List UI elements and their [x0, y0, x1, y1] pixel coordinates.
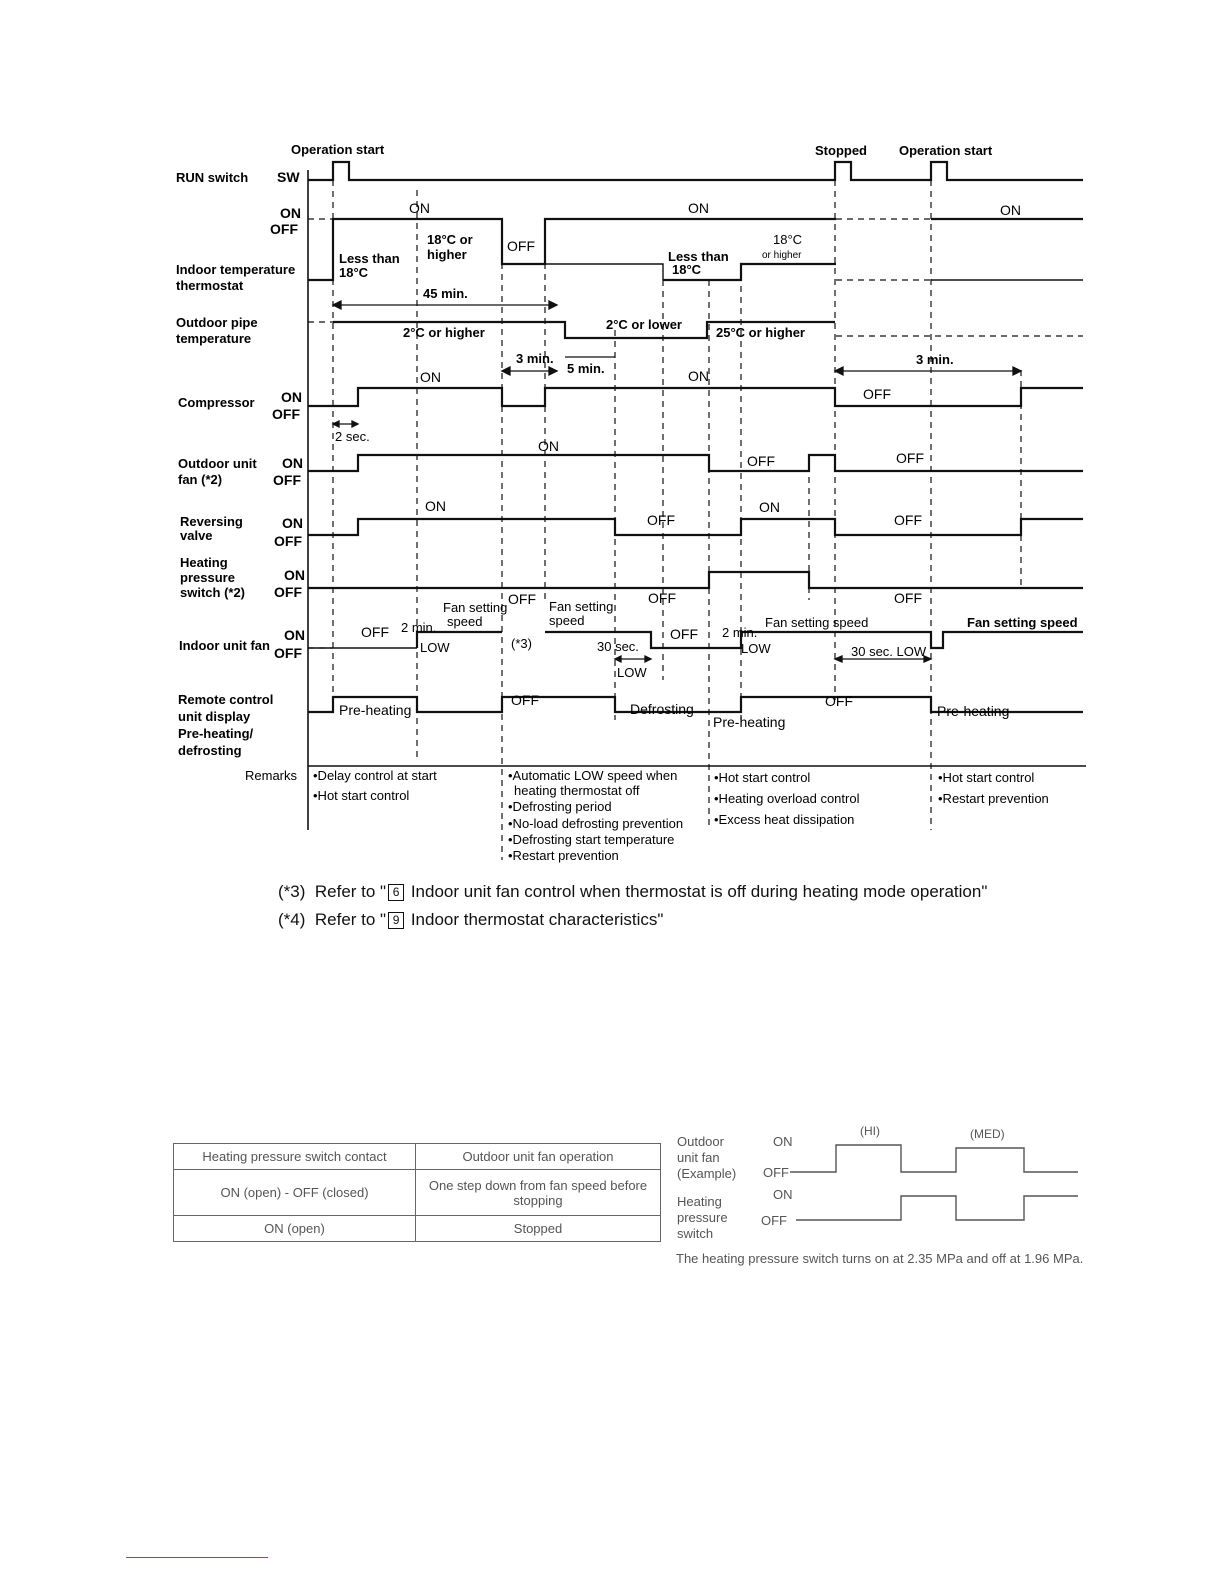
svg-text:speed: speed [549, 613, 585, 628]
pressure-switch-table: Heating pressure switch contact Outdoor unit fan operation ON (open) - OFF (closed) One step down from fan speed before stopping ON (open) Stopped [173, 1143, 661, 1242]
pressure-caption: The heating pressure switch turns on at 2.35 MPa and off at 1.96 MPa. [676, 1251, 1084, 1266]
svg-text:temperature: temperature [176, 331, 252, 346]
note-3: (*3) Refer to " 6 Indoor unit fan control when thermostat is off during heating mode operation" [278, 882, 988, 901]
svg-text:ON: ON [688, 368, 709, 384]
footer-rule [126, 1557, 268, 1558]
svg-text:Fan setting: Fan setting [443, 600, 508, 615]
svg-text:OFF: OFF [272, 406, 300, 422]
svg-text:pressure: pressure [677, 1210, 728, 1225]
svg-text:OFF: OFF [508, 591, 536, 607]
table-row: ON (open) Stopped [174, 1216, 661, 1242]
svg-text:OFF: OFF [361, 624, 389, 640]
svg-text:Less than: Less than [339, 251, 400, 266]
svg-text:pressure: pressure [180, 570, 235, 585]
switch-example-waveform [796, 1196, 1078, 1220]
svg-text:30 sec. LOW: 30 sec. LOW [851, 644, 927, 659]
svg-text:(Example): (Example) [677, 1166, 737, 1181]
svg-text:Fan setting: Fan setting [549, 599, 614, 614]
row-remote-display: Remote control [178, 692, 274, 707]
svg-text:Defrosting: Defrosting [630, 701, 694, 717]
svg-text:OFF: OFF [507, 238, 535, 254]
svg-text:•Excess heat dissipation: •Excess heat dissipation [714, 812, 855, 827]
svg-text:switch (*2): switch (*2) [180, 585, 246, 600]
compressor-waveform [308, 388, 1083, 406]
svg-text:(MED): (MED) [970, 1127, 1005, 1141]
svg-text:OFF: OFF [511, 692, 539, 708]
svg-text:OFF: OFF [761, 1213, 787, 1228]
svg-text:ON: ON [284, 627, 305, 643]
svg-text:ON: ON [773, 1134, 793, 1149]
svg-text:ON: ON [420, 369, 441, 385]
svg-text:ON: ON [409, 200, 430, 216]
row-heating-pressure: Heating [180, 555, 228, 570]
svg-text:defrosting: defrosting [178, 743, 242, 758]
svg-text:(*3): (*3) [511, 636, 532, 651]
svg-text:30 sec.: 30 sec. [597, 639, 639, 654]
thermostat-waveform [308, 219, 836, 280]
svg-text:18°C: 18°C [339, 265, 369, 280]
svg-text:ON: ON [759, 499, 780, 515]
row-outdoor-fan: Outdoor unit [178, 456, 257, 471]
svg-text:Less than: Less than [668, 249, 729, 264]
svg-text:ON: ON [281, 389, 302, 405]
svg-text:LOW: LOW [617, 665, 647, 680]
svg-text:OFF: OFF [270, 221, 298, 237]
svg-text:•Delay control at start: •Delay control at start [313, 768, 437, 783]
row-run-switch: RUN switch [176, 170, 249, 185]
row-reversing-valve: Reversing [180, 514, 243, 529]
svg-text:Pre-heating: Pre-heating [339, 702, 412, 718]
fan-example-waveform [790, 1145, 1078, 1172]
svg-text:ON: ON [538, 438, 559, 454]
svg-text:speed: speed [447, 614, 483, 629]
reversing-valve-waveform [308, 519, 1083, 535]
svg-text:OFF: OFF [274, 584, 302, 600]
svg-text:OFF: OFF [763, 1165, 789, 1180]
svg-text:OFF: OFF [647, 512, 675, 528]
svg-text:OFF: OFF [896, 450, 924, 466]
svg-text:•Restart prevention: •Restart prevention [938, 791, 1049, 806]
svg-text:•Defrosting period: •Defrosting period [508, 799, 612, 814]
svg-text:unit display: unit display [178, 709, 251, 724]
svg-text:higher: higher [427, 247, 467, 262]
svg-text:LOW: LOW [420, 640, 450, 655]
svg-text:2 min.: 2 min. [722, 625, 758, 640]
label-stopped: Stopped [815, 143, 867, 158]
svg-text:OFF: OFF [274, 533, 302, 549]
svg-text:•No-load defrosting prevention: •No-load defrosting prevention [508, 816, 684, 831]
svg-text:(HI): (HI) [860, 1124, 880, 1138]
svg-text:ON: ON [280, 205, 301, 221]
svg-text:18°C: 18°C [773, 232, 803, 247]
svg-text:thermostat: thermostat [176, 278, 244, 293]
svg-text:heating thermostat off: heating thermostat off [514, 783, 640, 798]
svg-text:unit fan: unit fan [677, 1150, 720, 1165]
svg-text:switch: switch [677, 1226, 714, 1241]
svg-text:ON: ON [282, 455, 303, 471]
svg-text:18°C: 18°C [672, 262, 702, 277]
svg-text:2°C or higher: 2°C or higher [403, 325, 485, 340]
label-operation-start-2: Operation start [899, 143, 993, 158]
footnotes [278, 878, 987, 934]
svg-text:18°C or: 18°C or [427, 232, 473, 247]
svg-text:45 min.: 45 min. [423, 286, 468, 301]
svg-text:Outdoor: Outdoor [677, 1134, 724, 1149]
row-indoor-thermostat: Indoor temperature [176, 262, 296, 277]
svg-text:OFF: OFF [273, 472, 301, 488]
svg-text:Fan setting speed: Fan setting speed [765, 615, 869, 630]
svg-text:OFF: OFF [825, 693, 853, 709]
svg-text:OFF: OFF [863, 386, 891, 402]
row-outdoor-pipe: Outdoor pipe [176, 315, 258, 330]
svg-text:•Hot start control: •Hot start control [938, 770, 1035, 785]
svg-text:ON: ON [282, 515, 303, 531]
svg-text:ON: ON [1000, 202, 1021, 218]
remarks-label: Remarks [245, 768, 298, 783]
svg-text:ON: ON [425, 498, 446, 514]
svg-text:SW: SW [277, 169, 300, 185]
svg-text:OFF: OFF [648, 590, 676, 606]
svg-text:LOW: LOW [741, 641, 771, 656]
pressure-switch-waveform [308, 572, 1083, 588]
svg-text:ON: ON [284, 567, 305, 583]
svg-text:Pre-heating: Pre-heating [713, 714, 786, 730]
svg-text:•Restart prevention: •Restart prevention [508, 848, 619, 863]
svg-text:valve: valve [180, 528, 213, 543]
svg-text:fan (*2): fan (*2) [178, 472, 223, 487]
svg-text:OFF: OFF [894, 512, 922, 528]
svg-text:•Automatic LOW speed when: •Automatic LOW speed when [508, 768, 678, 783]
svg-text:•Hot start control: •Hot start control [313, 788, 410, 803]
svg-text:ON: ON [688, 200, 709, 216]
svg-text:2 min.: 2 min. [401, 620, 437, 635]
svg-text:5 min.: 5 min. [567, 361, 605, 376]
svg-text:OFF: OFF [747, 453, 775, 469]
svg-text:OFF: OFF [894, 590, 922, 606]
note-4: (*4) Refer to " 9 Indoor thermostat characteristics" [278, 910, 664, 929]
svg-text:25°C or higher: 25°C or higher [716, 325, 805, 340]
run-switch-waveform [308, 162, 1083, 180]
row-compressor: Compressor [178, 395, 255, 410]
svg-text:OFF: OFF [274, 645, 302, 661]
svg-text:OFF: OFF [670, 626, 698, 642]
svg-text:Fan setting speed: Fan setting speed [967, 615, 1078, 630]
svg-text:2 sec.: 2 sec. [335, 429, 370, 444]
pressure-example-chart [672, 1122, 1092, 1242]
svg-text:2°C or lower: 2°C or lower [606, 317, 682, 332]
svg-text:3 min.: 3 min. [516, 351, 554, 366]
svg-text:Heating: Heating [677, 1194, 722, 1209]
svg-text:Pre-heating: Pre-heating [937, 703, 1010, 719]
row-indoor-fan: Indoor unit fan [179, 638, 270, 653]
table-row: ON (open) - OFF (closed) One step down from fan speed before stopping [174, 1170, 661, 1216]
svg-text:•Heating overload control: •Heating overload control [714, 791, 860, 806]
svg-text:Pre-heating/: Pre-heating/ [178, 726, 254, 741]
label-operation-start: Operation start [291, 142, 385, 157]
svg-text:•Hot start control: •Hot start control [714, 770, 811, 785]
svg-text:or higher: or higher [762, 250, 802, 261]
svg-text:3 min.: 3 min. [916, 352, 954, 367]
outdoor-fan-waveform [308, 455, 1083, 471]
svg-text:•Defrosting start temperature: •Defrosting start temperature [508, 832, 675, 847]
svg-text:ON: ON [773, 1187, 793, 1202]
